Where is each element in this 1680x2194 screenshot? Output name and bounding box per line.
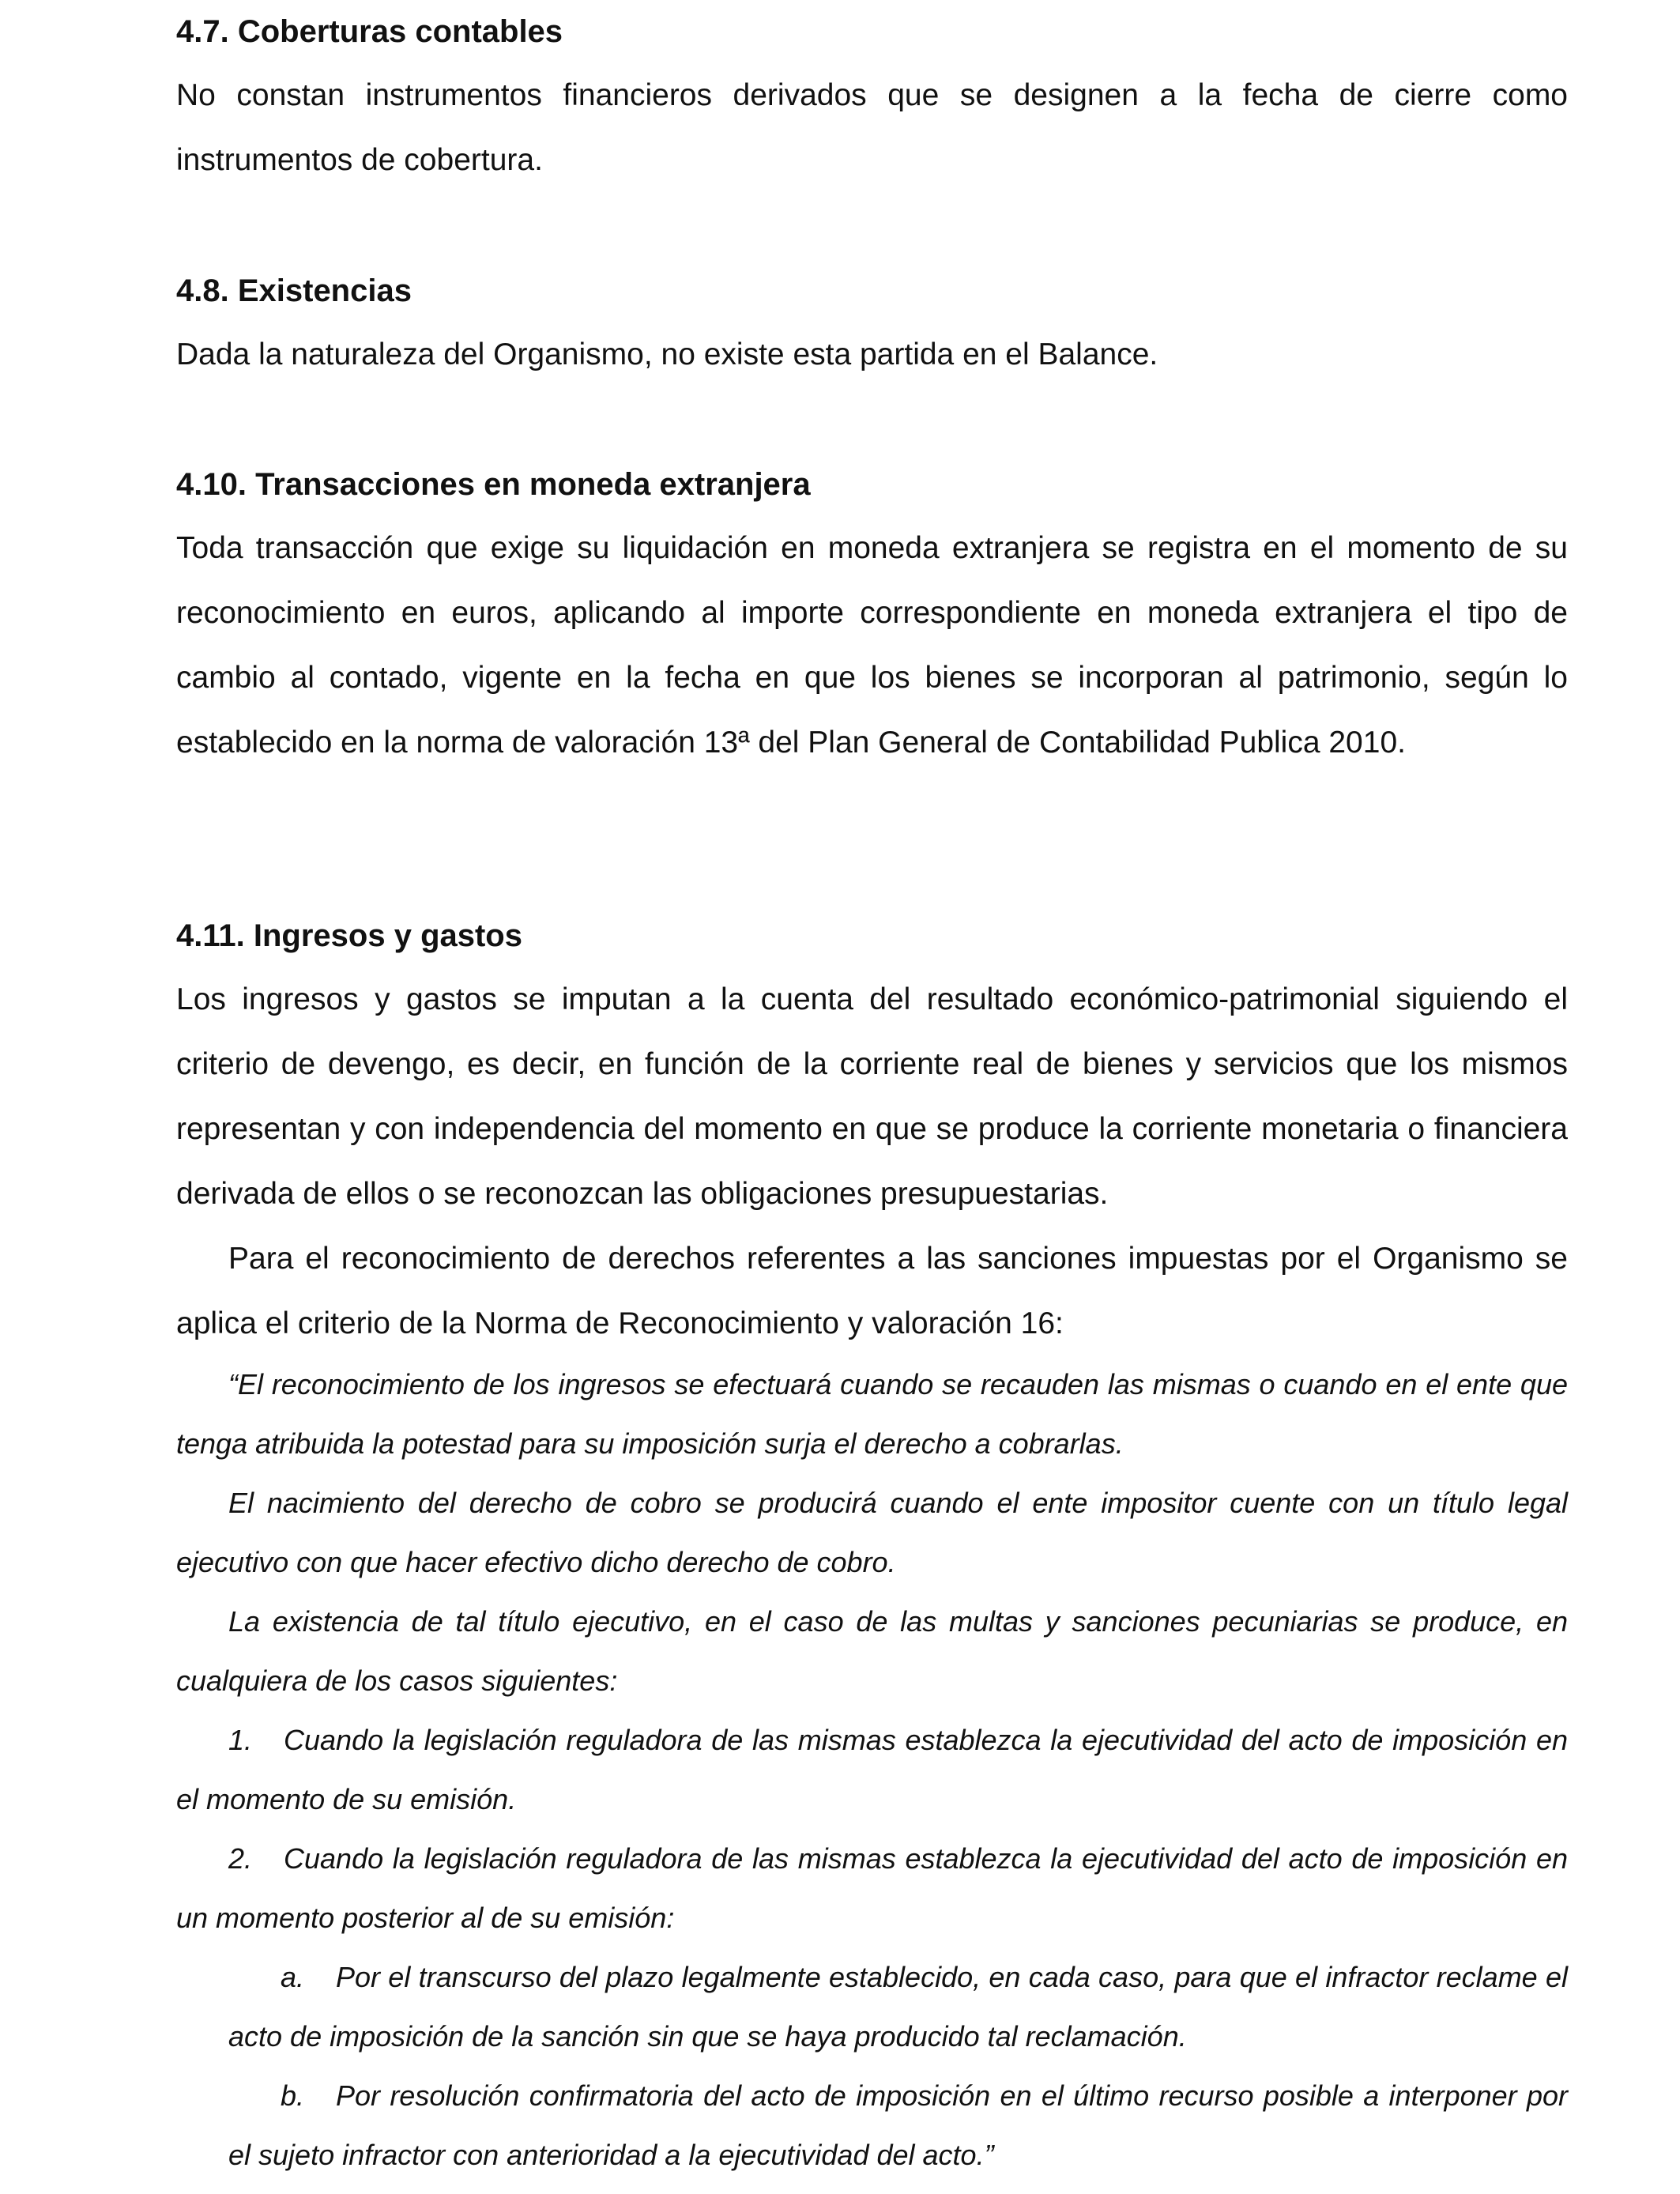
section-heading-existencias: 4.8. Existencias (176, 273, 412, 308)
sublist-item-letter: b. (281, 2079, 305, 2112)
section-heading-coberturas: 4.7. Coberturas contables (176, 14, 563, 49)
quote-paragraph-3: La existencia de tal título ejecutivo, en el caso de las multas y sanciones pecuniarias se produce, en cualquiera de los casos siguientes: (176, 1605, 1568, 1697)
list-item-number: 1. (228, 1724, 253, 1756)
quote-list-item (176, 1710, 1568, 1829)
paragraph-ingresos-gastos: Los ingresos y gastos se imputan a la cuenta del resultado económico-patrimonial siguiendo el criterio de devengo, es decir, en función de la corriente real de bienes y servicios que los mismos representan y con independencia del momento en que se produce la corriente monetaria o financiera derivada de ellos o se reconozcan las obligaciones presupuestarias. (176, 982, 1568, 1211)
section-heading-ingresos-gastos: 4.11. Ingresos y gastos (176, 918, 522, 953)
sublist-item-text: Por resolución confirmatoria del acto de imposición en el último recurso posible a interponer por el sujeto infractor con anterioridad a la ejecutividad del acto.” (228, 2079, 1568, 2171)
list-item-text: Cuando la legislación reguladora de las mismas establezca la ejecutividad del acto de imposición en el momento de su emisión. (176, 1724, 1568, 1815)
quote-sublist-item (228, 1947, 1568, 2066)
paragraph-existencias: Dada la naturaleza del Organismo, no existe esta partida en el Balance. (176, 337, 1158, 371)
sublist-item-letter: a. (281, 1961, 305, 1993)
quote-paragraph-1: “El reconocimiento de los ingresos se efectuará cuando se recauden las mismas o cuando en el ente que tenga atribuida la potestad para su imposición surja el derecho a cobrarlas. (176, 1368, 1568, 1460)
paragraph-reconocimiento-derechos: Para el reconocimiento de derechos referentes a las sanciones impuestas por el Organismo se aplica el criterio de la Norma de Reconocimiento y valoración 16: (176, 1242, 1568, 1340)
list-item-number: 2. (228, 1842, 253, 1875)
quote-sublist-item (228, 2066, 1568, 2185)
sublist-item-text: Por el transcurso del plazo legalmente establecido, en cada caso, para que el infractor reclame el acto de imposición de la sanción sin que se haya producido tal reclamación. (228, 1961, 1568, 2053)
quote-paragraph-2: El nacimiento del derecho de cobro se producirá cuando el ente impositor cuente con un título legal ejecutivo con que hacer efectivo dicho derecho de cobro. (176, 1487, 1568, 1578)
section-heading-moneda-extranjera: 4.10. Transacciones en moneda extranjera (176, 467, 811, 502)
quote-list-item (176, 1829, 1568, 1947)
paragraph-coberturas: No constan instrumentos financieros derivados que se designen a la fecha de cierre como instrumentos de cobertura. (176, 78, 1568, 177)
list-item-text: Cuando la legislación reguladora de las mismas establezca la ejecutividad del acto de imposición en un momento posterior al de su emisión: (176, 1842, 1568, 1934)
paragraph-moneda-extranjera: Toda transacción que exige su liquidación en moneda extranjera se registra en el momento de su reconocimiento en euros, aplicando al importe correspondiente en moneda extranjera el tipo de cambio al contado, vigente en la fecha en que los bienes se incorporan al patrimonio, según lo establecido en la norma de valoración 13ª del Plan General de Contabilidad Publica 2010. (176, 531, 1568, 760)
